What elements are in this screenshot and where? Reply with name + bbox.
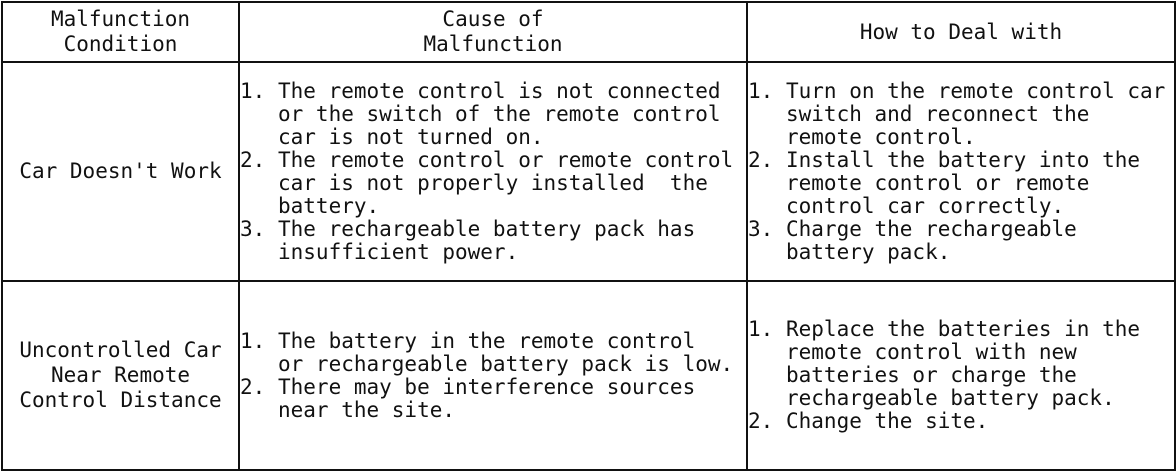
- remedy-list: [748, 80, 1174, 264]
- cause-cell: [239, 62, 747, 281]
- remedy-item: [748, 218, 1174, 264]
- item-number: 2.: [240, 374, 266, 399]
- item-line: The battery in the remote control: [278, 328, 696, 353]
- cause-item: [240, 80, 746, 149]
- cause-item: [240, 218, 746, 264]
- item-line: remote control or remote: [786, 170, 1090, 195]
- item-line: battery pack.: [786, 239, 951, 264]
- item-number: 2.: [748, 147, 774, 172]
- item-line: The remote control is not connected: [278, 78, 721, 103]
- table-row: [2, 281, 1175, 470]
- cause-list: [240, 330, 746, 422]
- item-line: Charge the rechargeable: [786, 216, 1077, 241]
- item-number: 1.: [240, 328, 266, 353]
- header-line: Cause of: [442, 7, 544, 31]
- remedy-cell: [747, 62, 1175, 281]
- item-line: battery.: [278, 193, 380, 218]
- cause-item: [240, 376, 746, 422]
- condition-cell: [2, 62, 239, 281]
- item-line: remote control with new: [786, 340, 1077, 364]
- header-malfunction-condition: [2, 2, 239, 62]
- condition-line: Control Distance: [19, 388, 222, 412]
- item-line: batteries or charge the: [786, 363, 1077, 387]
- cause-item: [240, 149, 746, 218]
- item-line: The remote control or remote control: [278, 147, 734, 172]
- condition-line: Near Remote: [50, 363, 191, 387]
- item-line: Turn on the remote control car: [786, 78, 1166, 103]
- item-number: 1.: [240, 78, 266, 103]
- remedy-item: [748, 80, 1174, 149]
- item-line: control car correctly.: [786, 193, 1065, 218]
- item-line: or the switch of the remote control: [278, 101, 721, 126]
- item-line: Install the battery into the: [786, 147, 1141, 172]
- item-line: near the site.: [278, 397, 456, 422]
- condition-cell: [2, 281, 239, 470]
- header-line: How to Deal with: [859, 19, 1063, 44]
- table-row: [2, 62, 1175, 281]
- cause-list: [240, 80, 746, 264]
- item-line: car is not turned on.: [278, 124, 544, 149]
- item-number: 2.: [240, 147, 266, 172]
- item-number: 3.: [240, 216, 266, 241]
- cause-item: [240, 330, 746, 376]
- condition-line: Uncontrolled Car: [19, 338, 222, 362]
- cause-cell: [239, 281, 747, 470]
- item-line: or rechargeable battery pack is low.: [278, 351, 734, 376]
- item-line: insufficient power.: [278, 239, 519, 264]
- item-line: Replace the batteries in the: [786, 317, 1141, 341]
- header-line: Condition: [63, 32, 178, 56]
- remedy-item: [748, 149, 1174, 218]
- item-line: car is not properly installed the: [278, 170, 708, 195]
- remedy-item: [748, 318, 1174, 410]
- item-line: switch and reconnect the: [786, 101, 1090, 126]
- header-line: Malfunction: [50, 7, 191, 31]
- header-how-to-deal-with: [747, 2, 1175, 62]
- remedy-cell: [747, 281, 1175, 470]
- item-line: There may be interference sources: [278, 374, 696, 399]
- header-row: [2, 2, 1175, 62]
- troubleshooting-table: [1, 1, 1176, 471]
- header-line: Malfunction: [423, 32, 563, 56]
- item-line: Change the site.: [786, 409, 989, 433]
- item-number: 2.: [748, 409, 774, 433]
- item-line: rechargeable battery pack.: [786, 386, 1115, 410]
- header-cause-of-malfunction: [239, 2, 747, 62]
- condition-line: Car Doesn't Work: [19, 159, 222, 183]
- remedy-list: [748, 318, 1174, 433]
- item-line: The rechargeable battery pack has: [278, 216, 696, 241]
- item-line: remote control.: [786, 124, 976, 149]
- item-number: 3.: [748, 216, 774, 241]
- item-number: 1.: [748, 317, 774, 341]
- item-number: 1.: [748, 78, 774, 103]
- remedy-item: [748, 410, 1174, 433]
